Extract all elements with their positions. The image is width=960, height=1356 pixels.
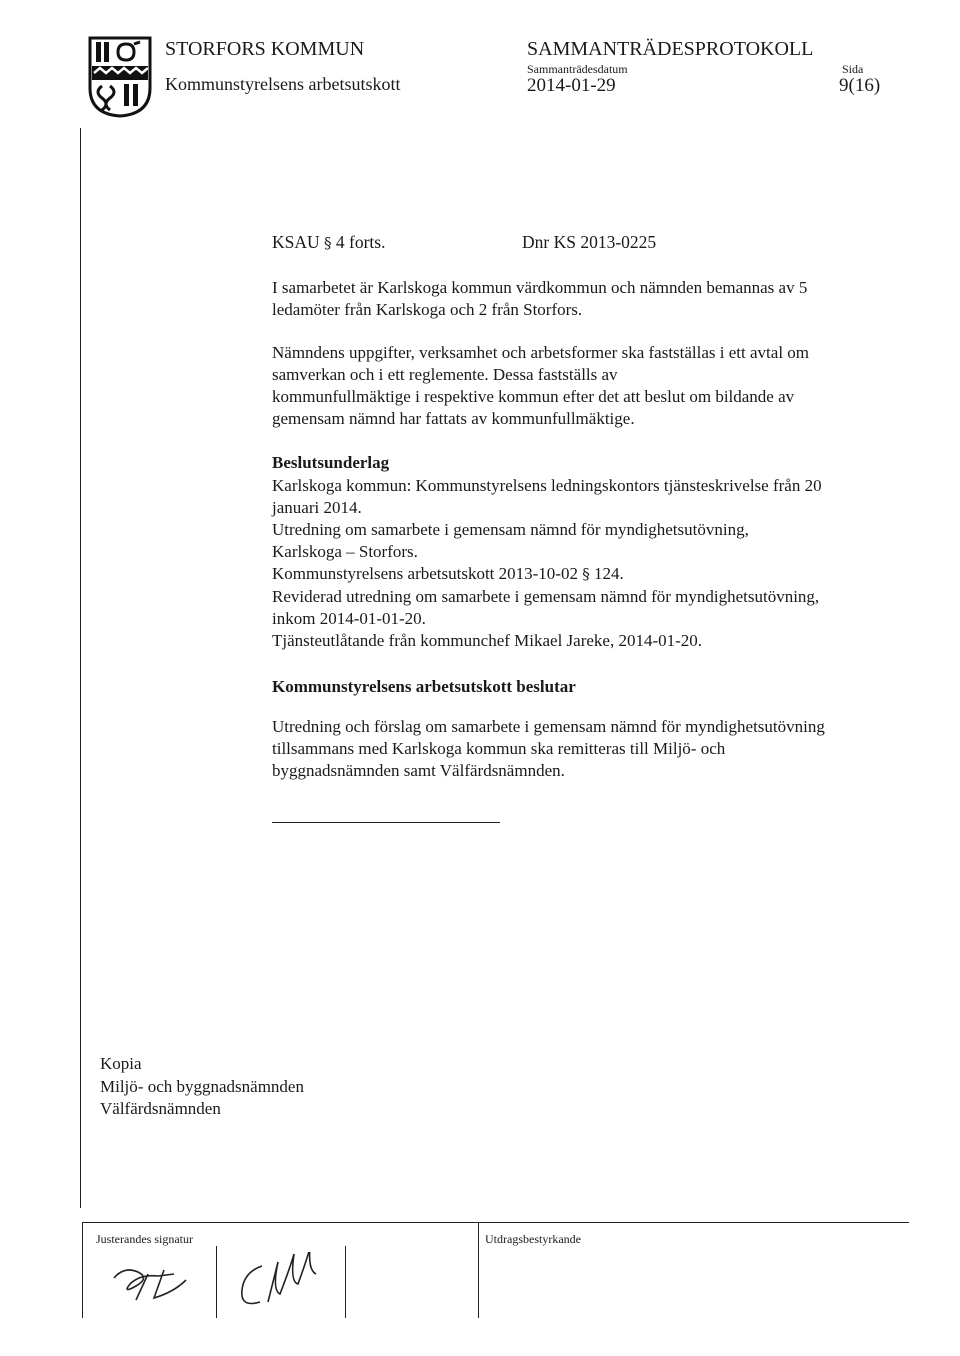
case-number: Dnr KS 2013-0225 bbox=[522, 232, 657, 252]
paragraph-line: kommunfullmäktige i respektive kommun efter det att beslut om bildande av bbox=[272, 387, 795, 406]
footer-divider bbox=[216, 1246, 217, 1318]
basis-line: Karlskoga – Storfors. bbox=[272, 542, 418, 561]
handwritten-signature bbox=[228, 1252, 332, 1314]
coat-of-arms-logo bbox=[88, 36, 152, 118]
section-rest: 4 forts. bbox=[335, 232, 386, 252]
copy-recipient: Miljö- och byggnadsnämnden bbox=[100, 1077, 304, 1096]
basis-ref-number: 124. bbox=[593, 564, 624, 583]
document-type: SAMMANTRÄDESPROTOKOLL bbox=[527, 38, 814, 60]
separator-rule bbox=[272, 822, 500, 823]
section-reference bbox=[272, 232, 385, 253]
adjuster-signature-label: Justerandes signatur bbox=[96, 1232, 193, 1246]
paragraph-line: gemensam nämnd har fattats av kommunfullmäktige. bbox=[272, 409, 635, 428]
footer-divider bbox=[345, 1246, 346, 1318]
basis-line: Tjänsteutlåtande från kommunchef Mikael Jareke, 2014-01-20. bbox=[272, 631, 703, 650]
section-symbol: § bbox=[324, 234, 332, 252]
page-label: Sida bbox=[842, 62, 864, 76]
basis-ref-text: Kommunstyrelsens arbetsutskott 2013-10-02 bbox=[272, 564, 578, 583]
municipality-name: STORFORS KOMMUN bbox=[165, 38, 365, 60]
copy-recipient: Välfärdsnämnden bbox=[100, 1099, 221, 1118]
decision-line: byggnadsnämnden samt Välfärdsnämnden. bbox=[272, 761, 565, 780]
basis-line: Utredning om samarbete i gemensam nämnd för myndighetsutövning, bbox=[272, 520, 749, 539]
basis-line: Reviderad utredning om samarbete i gemensam nämnd för myndighetsutövning, bbox=[272, 587, 820, 606]
handwritten-signature bbox=[108, 1252, 204, 1312]
basis-line: Karlskoga kommun: Kommunstyrelsens ledningskontors tjänsteskrivelse från 20 bbox=[272, 476, 822, 495]
meeting-date: 2014-01-29 bbox=[527, 75, 616, 96]
paragraph-line: ledamöter från Karlskoga och 2 från Storfors. bbox=[272, 300, 583, 319]
decision-line: Utredning och förslag om samarbete i gemensam nämnd för myndighetsutövning bbox=[272, 717, 825, 736]
paragraph-line: Nämndens uppgifter, verksamhet och arbetsformer ska fastställas i ett avtal om bbox=[272, 343, 810, 362]
basis-line: januari 2014. bbox=[272, 498, 362, 517]
paragraph-line: I samarbetet är Karlskoga kommun värdkommun och nämnden bemannas av 5 bbox=[272, 278, 808, 297]
section-prefix: KSAU bbox=[272, 232, 320, 252]
paragraph-line: samverkan och i ett reglemente. Dessa fastställs av bbox=[272, 365, 618, 384]
decision-line: tillsammans med Karlskoga kommun ska remitteras till Miljö- och bbox=[272, 739, 726, 758]
page-number: 9(16) bbox=[839, 75, 881, 96]
meeting-date-label: Sammanträdesdatum bbox=[527, 62, 628, 76]
extract-certification-label: Utdragsbestyrkande bbox=[485, 1232, 581, 1246]
section-symbol: § bbox=[582, 565, 590, 583]
basis-line: inkom 2014-01-01-20. bbox=[272, 609, 426, 628]
committee-name: Kommunstyrelsens arbetsutskott bbox=[165, 74, 401, 94]
basis-heading: Beslutsunderlag bbox=[272, 453, 390, 472]
basis-line bbox=[272, 563, 624, 586]
footer-divider bbox=[82, 1222, 83, 1318]
left-margin-line bbox=[80, 128, 81, 1208]
decision-heading: Kommunstyrelsens arbetsutskott beslutar bbox=[272, 677, 576, 696]
footer-rule bbox=[82, 1222, 909, 1223]
copy-label: Kopia bbox=[100, 1054, 142, 1073]
footer-divider bbox=[478, 1222, 479, 1318]
